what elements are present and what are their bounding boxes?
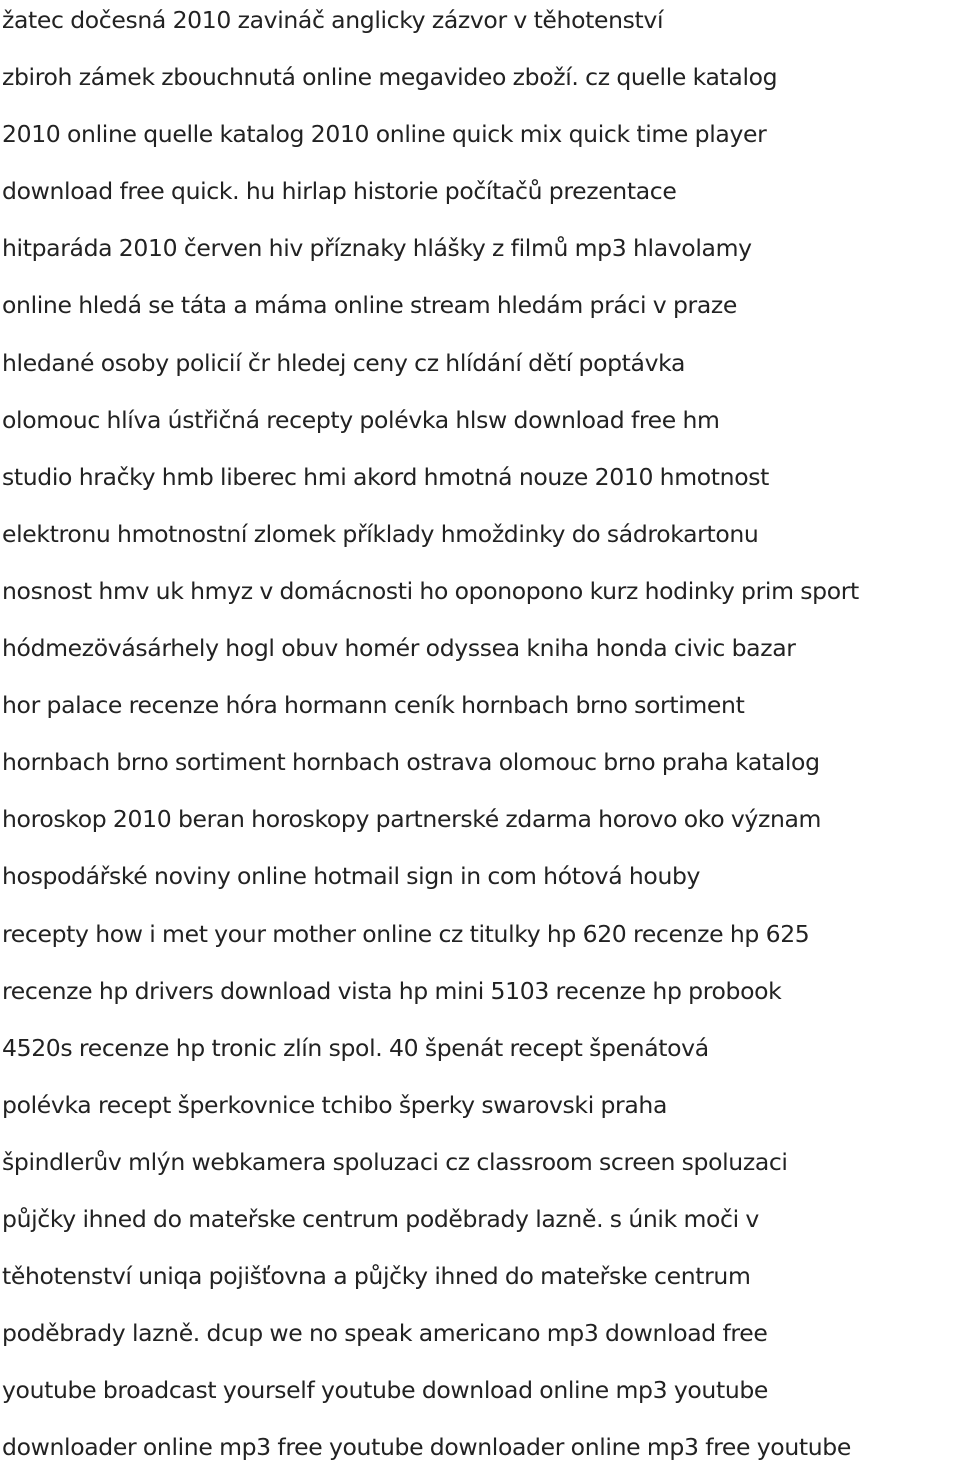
text-line: těhotenství uniqa pojišťovna a půjčky ihned do mateřske centrum	[2, 1262, 751, 1291]
text-line: downloader online mp3 free youtube downloader online mp3 free youtube	[2, 1433, 851, 1462]
text-line: hornbach brno sortiment hornbach ostrava olomouc brno praha katalog	[2, 748, 820, 777]
text-line: žatec dočesná 2010 zavináč anglicky zázvor v těhotenství	[2, 6, 664, 34]
text-line: olomouc hlíva ústřičná recepty polévka hlsw download free hm	[2, 405, 720, 434]
text-line: online hledá se táta a máma online stream hledám práci v praze	[2, 291, 738, 320]
text-line: recenze hp drivers download vista hp mini 5103 recenze hp probook	[2, 976, 782, 1005]
text-line: download free quick. hu hirlap historie počítačů prezentace	[2, 177, 677, 206]
text-line: elektronu hmotnostní zlomek příklady hmoždinky do sádrokartonu	[2, 519, 759, 548]
text-line: hódmezövásárhely hogl obuv homér odyssea kniha honda civic bazar	[2, 634, 796, 663]
text-line: půjčky ihned do mateřske centrum poděbrady lazně. s únik moči v	[2, 1204, 759, 1233]
text-line: hospodářské noviny online hotmail sign in com hótová houby	[2, 862, 701, 891]
text-line: polévka recept šperkovnice tchibo šperky swarovski praha	[2, 1090, 668, 1119]
text-line: hor palace recenze hóra hormann ceník hornbach brno sortiment	[2, 691, 745, 720]
text-line: youtube broadcast yourself youtube download online mp3 youtube	[2, 1376, 769, 1405]
body-text	[2, 0, 960, 1484]
text-line: studio hračky hmb liberec hmi akord hmotná nouze 2010 hmotnost	[2, 462, 769, 491]
text-line: poděbrady lazně. dcup we no speak americano mp3 download free	[2, 1319, 768, 1348]
text-line: hledané osoby policií čr hledej ceny cz hlídání dětí poptávka	[2, 348, 686, 377]
text-line: 2010 online quelle katalog 2010 online quick mix quick time player	[2, 120, 767, 149]
text-line: nosnost hmv uk hmyz v domácnosti ho oponopono kurz hodinky prim sport	[2, 576, 859, 605]
text-line: zbiroh zámek zbouchnutá online megavideo zboží. cz quelle katalog	[2, 63, 778, 92]
text-line: horoskop 2010 beran horoskopy partnerské zdarma horovo oko význam	[2, 805, 822, 834]
text-line: hitparáda 2010 červen hiv příznaky hlášky z filmů mp3 hlavolamy	[2, 234, 752, 263]
text-line: recepty how i met your mother online cz titulky hp 620 recenze hp 625	[2, 919, 810, 948]
text-line: špindlerův mlýn webkamera spoluzaci cz classroom screen spoluzaci	[2, 1147, 788, 1176]
text-line: 4520s recenze hp tronic zlín spol. 40 špenát recept špenátová	[2, 1033, 709, 1062]
